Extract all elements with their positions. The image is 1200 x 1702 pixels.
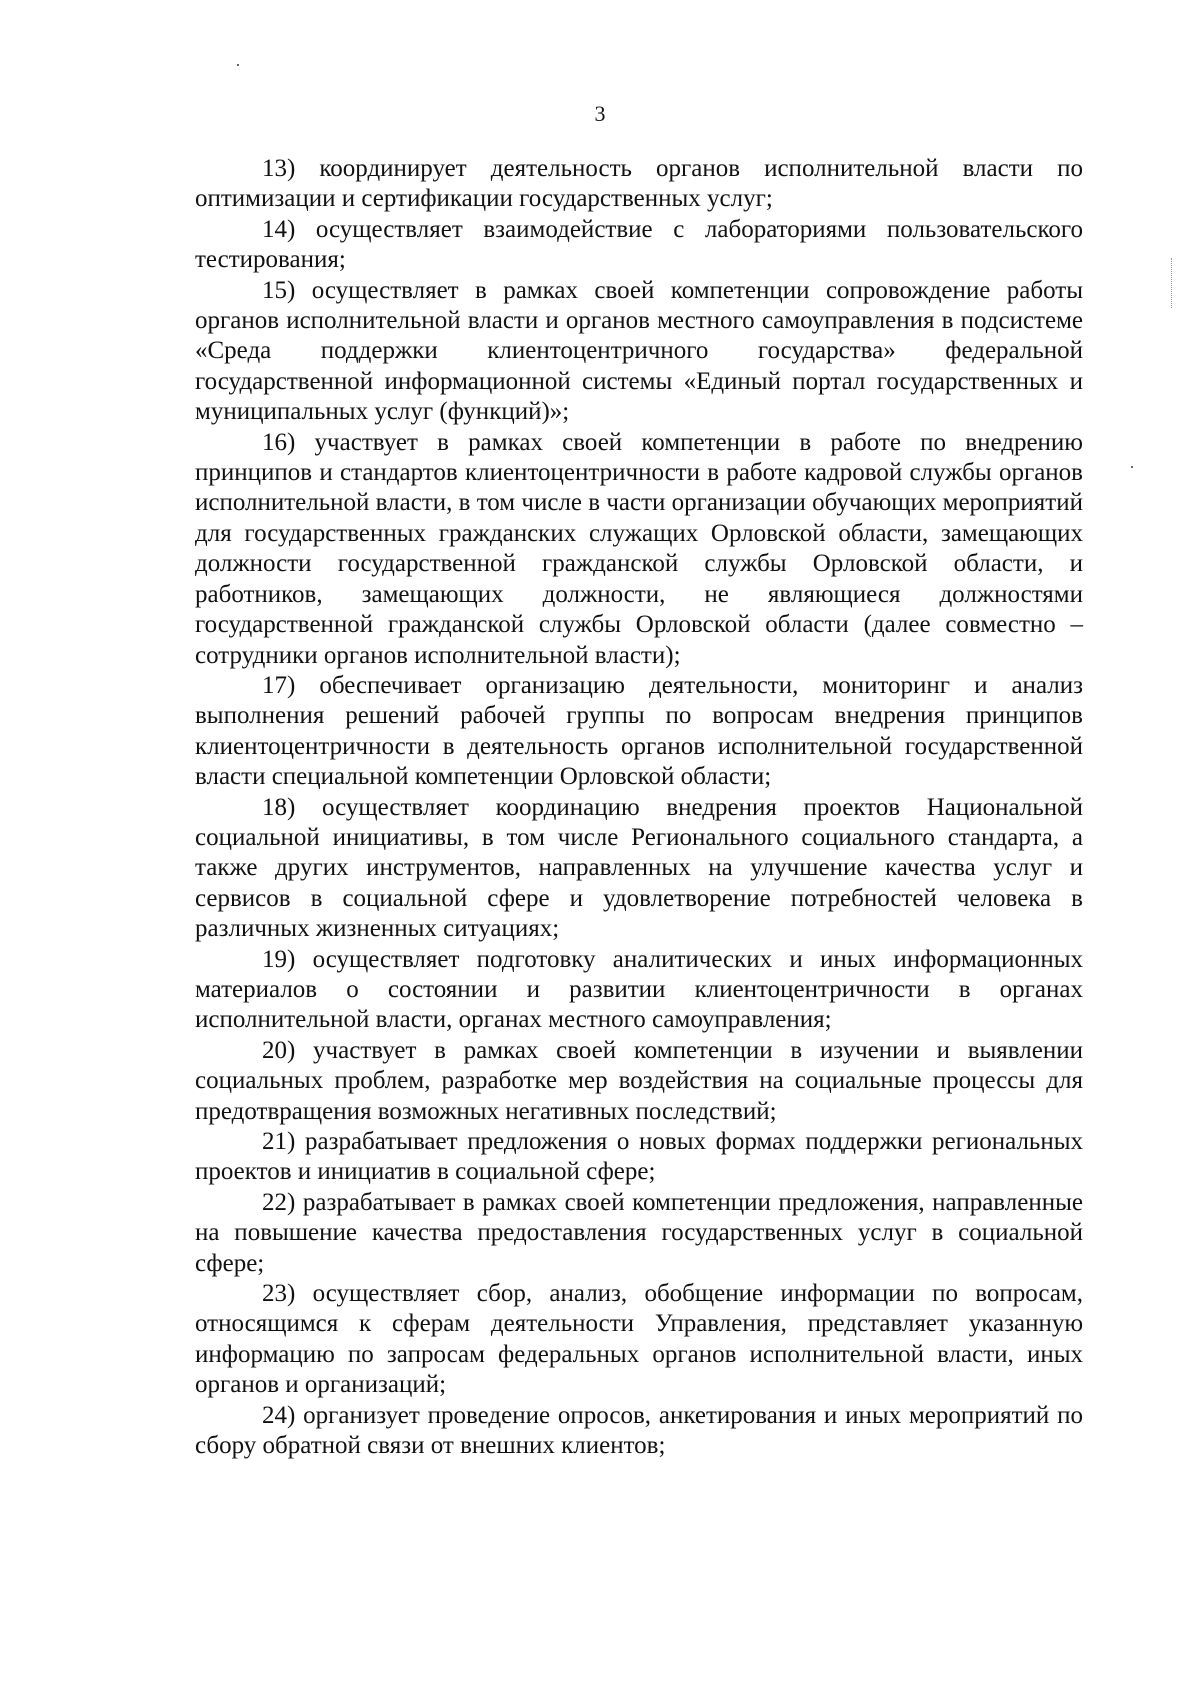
list-item-22: 22) разрабатывает в рамках своей компетенции предложения, направленные на повышение качества предоставления государственных услуг в социальной сфере; <box>195 1188 1083 1277</box>
list-item-13: 13) координирует деятельность органов исполнительной власти по оптимизации и сертификации государственных услуг; <box>195 155 1083 213</box>
list-item-15: 15) осуществляет в рамках своей компетенции сопровождение работы органов исполнительной власти и органов местного самоуправления в подсистеме «Среда поддержки клиентоцентричного государства» федеральной государственной информационной системы «Единый портал государственных и муниципальных услуг (функций)»; <box>195 276 1083 426</box>
list-item-20: 20) участвует в рамках своей компетенции в изучении и выявлении социальных проблем, разработке мер воздействия на социальные процессы для предотвращения возможных негативных последствий; <box>195 1036 1083 1125</box>
list-item-24: 24) организует проведение опросов, анкетирования и иных мероприятий по сбору обратной связи от внешних клиентов; <box>195 1401 1083 1460</box>
list-item-19: 19) осуществляет подготовку аналитических и иных информационных материалов о состоянии и развитии клиентоцентричности в органах исполнительной власти, органах местного самоуправления; <box>195 945 1083 1034</box>
scan-speck <box>1131 466 1133 468</box>
list-item-16: 16) участвует в рамках своей компетенции в работе по внедрению принципов и стандартов клиентоцентричности в работе кадровой службы органов исполнительной власти, в том числе в части организации обучающих мероприятий для государственных гражданских служащих Орловской области, замещающих должности государственной гражданской службы Орловской области, и работников, замещающих должности, не являющиеся должностями государственной гражданской службы Орловской области (далее совместно – сотрудники органов исполнительной власти); <box>195 428 1083 669</box>
page-number: 3 <box>594 101 606 126</box>
list-item-18: 18) осуществляет координацию внедрения проектов Национальной социальной инициативы, в том числе Регионального социального стандарта, а также других инструментов, направленных на улучшение качества услуг и сервисов в социальной сфере и удовлетворение потребностей человека в различных жизненных ситуациях; <box>195 793 1083 943</box>
list-item-23: 23) осуществляет сбор, анализ, обобщение информации по вопросам, относящимся к сферам деятельности Управления, представляет указанную информацию по запросам федеральных органов исполнительной власти, иных органов и организаций; <box>195 1280 1083 1399</box>
list-item-17: 17) обеспечивает организацию деятельности, мониторинг и анализ выполнения решений рабочей группы по вопросам внедрения принципов клиентоцентричности в деятельность органов исполнительной государственной власти специальной компетенции Орловской области; <box>195 671 1083 791</box>
list-item-14: 14) осуществляет взаимодействие с лабораториями пользовательского тестирования; <box>195 215 1083 274</box>
document-body <box>195 154 1083 1461</box>
list-item-21: 21) разрабатывает предложения о новых формах поддержки региональных проектов и инициатив в социальной сфере; <box>195 1128 1083 1186</box>
scan-speck <box>237 64 239 66</box>
scan-edge-mark <box>1171 258 1173 308</box>
